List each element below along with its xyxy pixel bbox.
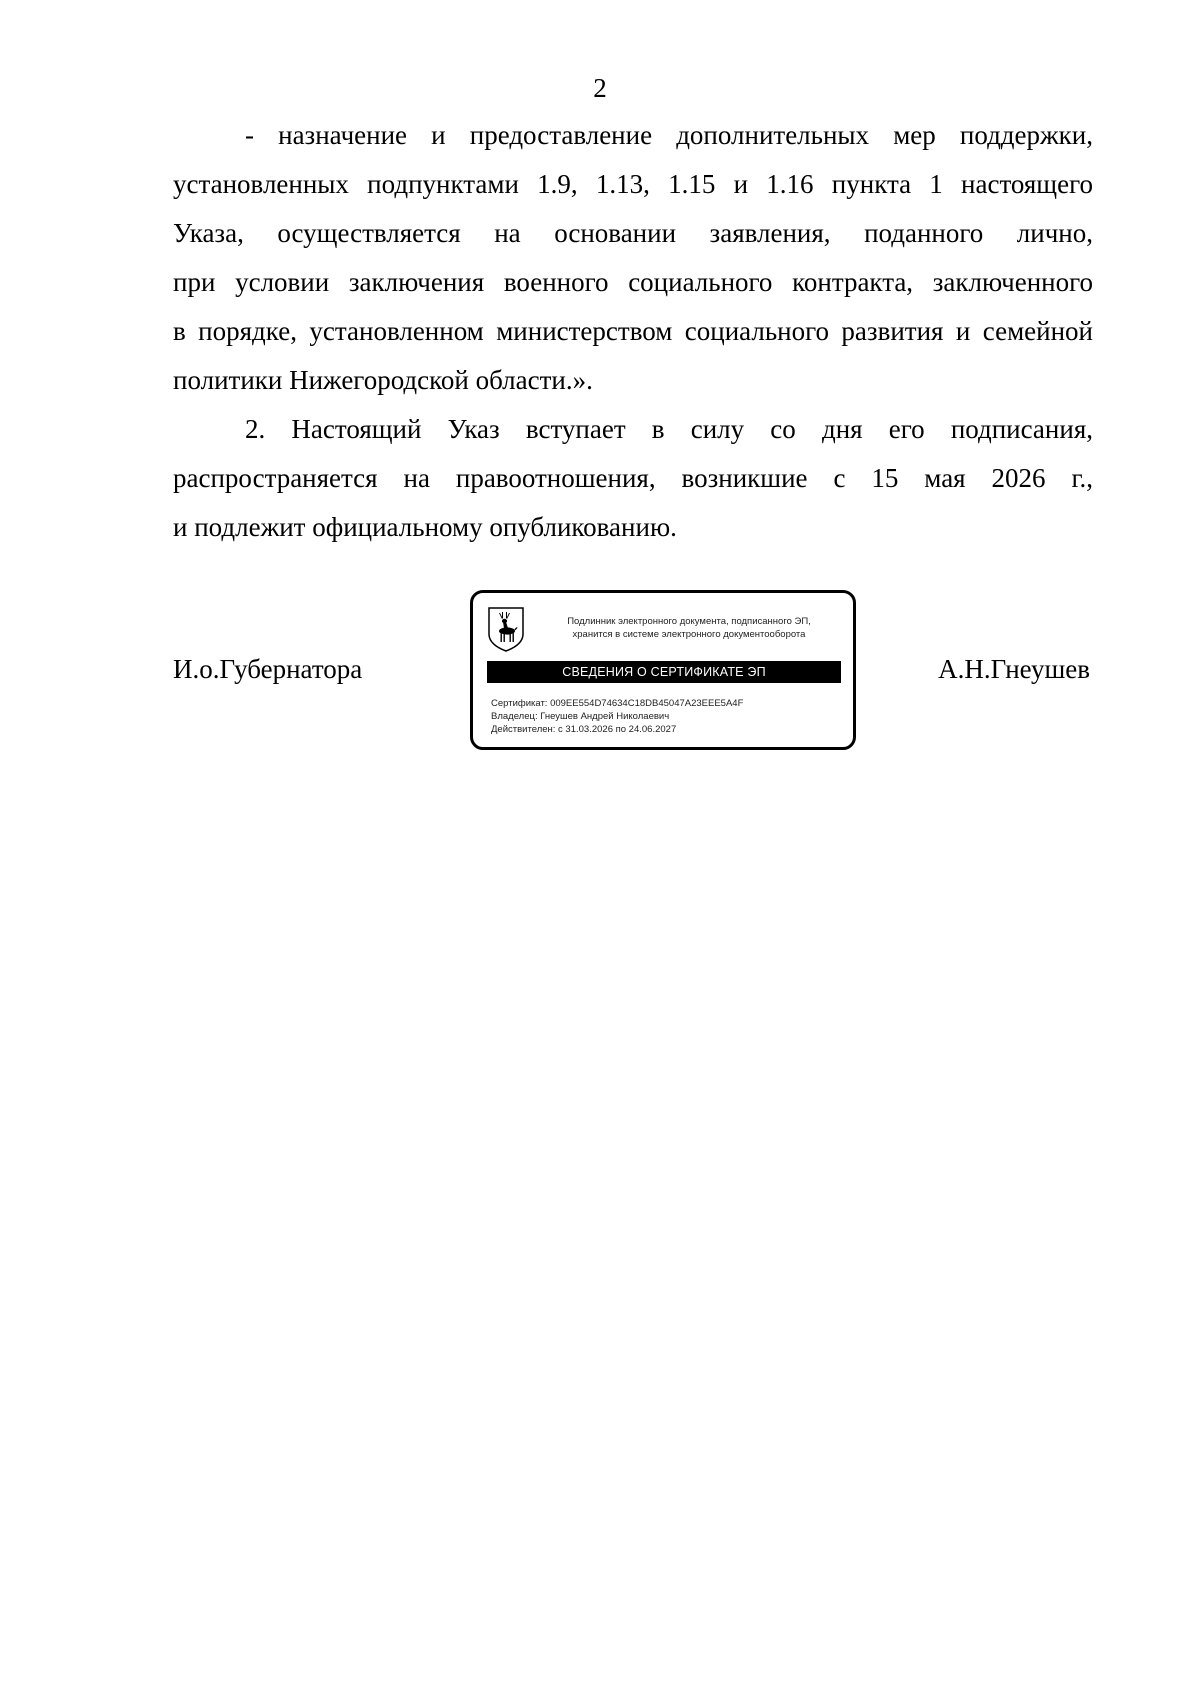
- text-line: политики Нижегородской области.».: [173, 365, 593, 395]
- page-number: 2: [593, 73, 607, 103]
- document-body: [173, 111, 1093, 552]
- signatory-position: И.о.Губернатора: [173, 654, 363, 684]
- certificate-details: [491, 697, 743, 736]
- paragraph-support-measures: [173, 111, 1093, 405]
- text-line: 2. Настоящий Указ вступает в силу со дня его подписания,: [245, 414, 1093, 444]
- coat-of-arms-deer-icon: [486, 606, 526, 652]
- certificate-number: Сертификат: 009EE554D74634C18DB45047A23EEE5A4F: [491, 698, 744, 709]
- text-line: Указа, осуществляется на основании заявления, поданного лично,: [173, 218, 1093, 248]
- text-line: - назначение и предоставление дополнительных мер поддержки,: [245, 120, 1093, 150]
- stamp-header-line: хранится в системе электронного документооборота: [572, 629, 806, 640]
- certificate-validity: Действителен: с 31.03.2026 по 24.06.2027: [491, 724, 677, 735]
- certificate-owner: Владелец: Гнеушев Андрей Николаевич: [491, 711, 670, 722]
- text-line: при условии заключения военного социального контракта, заключенного: [173, 267, 1093, 297]
- text-line: распространяется на правоотношения, возникшие с 15 мая 2026 г.,: [173, 463, 1093, 493]
- text-line: в порядке, установленном министерством социального развития и семейной: [173, 316, 1093, 346]
- paragraph-entry-into-force: [173, 405, 1093, 552]
- text-line: установленных подпунктами 1.9, 1.13, 1.15 и 1.16 пункта 1 настоящего: [173, 169, 1093, 199]
- signatory-name: А.Н.Гнеушев: [938, 654, 1090, 684]
- electronic-signature-stamp: [470, 590, 856, 750]
- stamp-header: [539, 615, 839, 641]
- certificate-info-title: СВЕДЕНИЯ О СЕРТИФИКАТЕ ЭП: [487, 661, 841, 683]
- text-line: и подлежит официальному опубликованию.: [173, 512, 677, 542]
- stamp-header-line: Подлинник электронного документа, подписанного ЭП,: [567, 616, 811, 627]
